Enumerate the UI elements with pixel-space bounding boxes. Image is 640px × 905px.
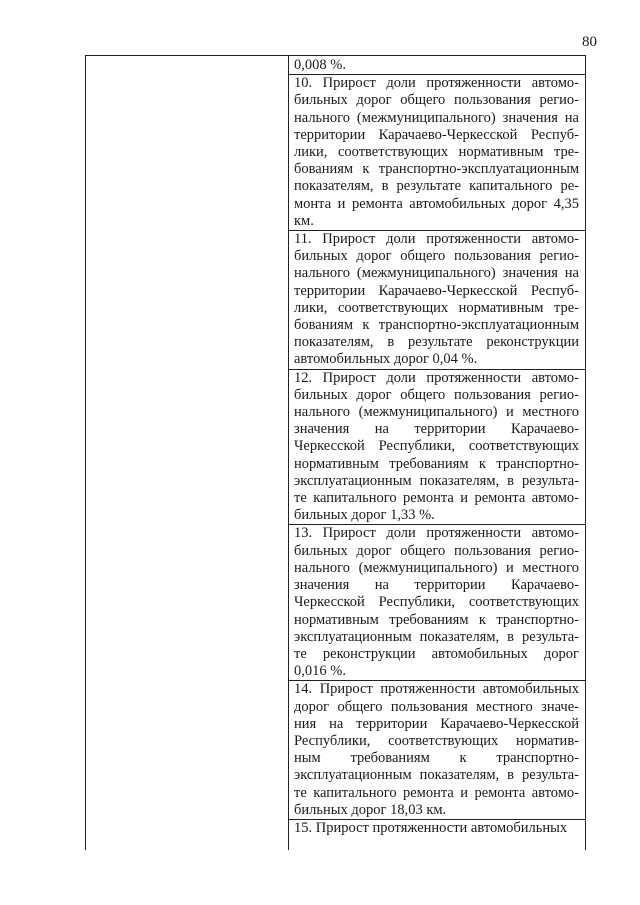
text-line: нального (межмуниципального) и местного [294, 559, 579, 576]
text-line: те капитального ремонта и ремонта автомо- [294, 784, 579, 801]
text-line: нормативным требованиям к транспортно- [294, 455, 579, 472]
text-line: значения на территории Карачаево- [294, 577, 579, 594]
text-line: нормативным требованиям к транспортно- [294, 611, 579, 628]
table-left-column [86, 56, 289, 850]
text-line: 0,008 %. [294, 57, 346, 73]
text-line: бильных дорог общего пользования регио- [294, 386, 579, 403]
text-line: 0,016 %. [294, 663, 346, 680]
text-line: эксплуатационным показателям, в результа- [294, 767, 579, 784]
text-line: 10. Прирост доли протяженности автомо- [294, 75, 579, 92]
text-line: 14. Прирост протяженности автомобильных [294, 681, 579, 698]
cell-item-13 [289, 525, 585, 681]
text-line: показателям, в результате капитального ре- [294, 178, 579, 195]
text-line: нального (межмуниципального) значения на [294, 265, 579, 282]
text-line: лики, соответствующих нормативным тре- [294, 299, 579, 316]
text-line: показателям, в результате реконструкции [294, 334, 579, 351]
text-line: бильных дорог общего пользования регио- [294, 542, 579, 559]
text-line: эксплуатационным показателям, в результа- [294, 628, 579, 645]
text-line: значения на территории Карачаево- [294, 421, 579, 438]
text-line: бильных дорог общего пользования регио- [294, 248, 579, 265]
text-line: нального (межмуниципального) значения на [294, 109, 579, 126]
text-line: монта и ремонта автомобильных дорог 4,35 [294, 195, 579, 212]
text-line: 11. Прирост доли протяженности автомо- [294, 231, 579, 248]
text-line: бильных дорог общего пользования регио- [294, 92, 579, 109]
text-line: те реконструкции автомобильных дорог [294, 645, 579, 662]
cell-item-12 [289, 370, 585, 526]
text-line: Республики, соответствующих норматив- [294, 732, 579, 749]
cell-item-11 [289, 231, 585, 370]
table-right-column [289, 56, 585, 850]
text-line: автомобильных дорог 0,04 %. [294, 351, 478, 368]
page-number: 80 [582, 34, 597, 50]
text-line: территории Карачаево-Черкесской Респуб- [294, 282, 579, 299]
cell-continuation [289, 56, 585, 75]
text-line: территории Карачаево-Черкесской Респуб- [294, 126, 579, 143]
text-line: лики, соответствующих нормативным тре- [294, 144, 579, 161]
text-line: 15. Прирост протяженности автомобильных [294, 819, 568, 836]
text-line: бованиям к транспортно-эксплуатационным [294, 317, 579, 334]
cell-item-10 [289, 75, 585, 231]
cell-item-14 [289, 681, 585, 820]
text-line: дорог общего пользования местного значе- [294, 698, 579, 715]
text-line: те капитального ремонта и ремонта автомо- [294, 490, 579, 507]
indicators-table [85, 55, 586, 850]
text-line: ния на территории Карачаево-Черкесской [294, 715, 579, 732]
text-line: бильных дорог 18,03 км. [294, 801, 447, 818]
text-line: Черкесской Республики, соответствующих [294, 594, 579, 611]
text-line: 12. Прирост доли протяженности автомо- [294, 369, 579, 386]
cell-item-15 [289, 820, 585, 837]
text-line: 13. Прирост доли протяженности автомо- [294, 525, 579, 542]
text-line: бованиям к транспортно-эксплуатационным [294, 161, 579, 178]
text-line: км. [294, 212, 314, 229]
text-line: ным требованиям к транспортно- [294, 750, 579, 767]
text-line: Черкесской Республики, соответствующих [294, 438, 579, 455]
text-line: нального (межмуниципального) и местного [294, 404, 579, 421]
text-line: бильных дорог 1,33 %. [294, 507, 435, 524]
text-line: эксплуатационным показателям, в результа- [294, 472, 579, 489]
